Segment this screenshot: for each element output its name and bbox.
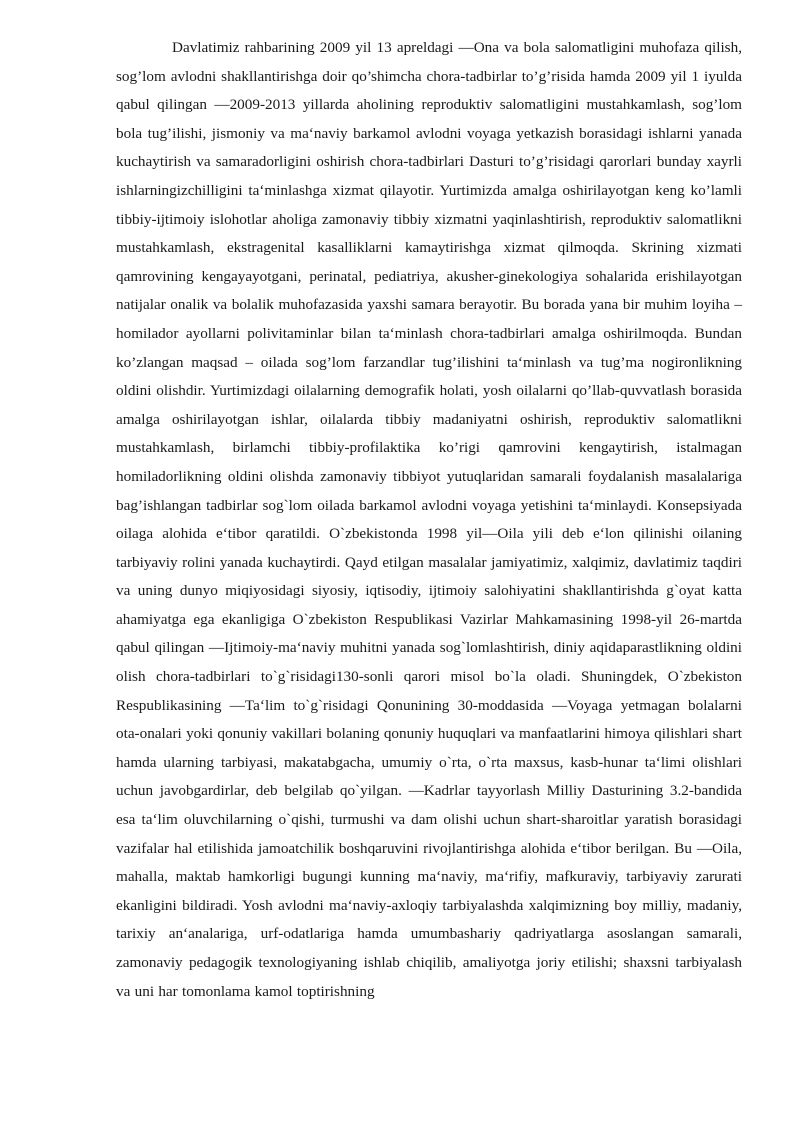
body-paragraph: Davlatimiz rahbarining 2009 yil 13 apreldagi ―Ona va bola salomatligini muhofaza qilish, sog’lom avlodni shakllantirishga doir qo’shimcha chora-tadbirlar to’g’risida hamda 2009 yil 1 iyulda qabul qilingan ―2009-2013 yillarda aholining reproduktiv salomatligini mustahkamlash, sog’lom bola tug’ilishi, jismoniy va ma‘naviy barkamol avlodni voyaga yetkazish borasidagi ishlarni yanada kuchaytirish va samaradorligini oshirish chora-tadbirlari Dasturi to’g’risidagi qarorlari bunday xayrli ishlarningizchilligini ta‘minlashga xizmat qilayotir. Yurtimizda amalga oshirilayotgan keng ko’lamli tibbiy-ijtimoiy islohotlar aholiga zamonaviy tibbiy xizmatni yaqinlashtirish, reproduktiv salomatlikni mustahkamlash, ekstragenital kasalliklarni kamaytirishga xizmat qilmoqda. Skrining xizmati qamrovining kengayayotgani, perinatal, pediatriya, akusher-ginekologiya sohalarida erishilayotgan natijalar onalik va bolalik muhofazasida yaxshi samara berayotir. Bu borada yana bir muhim loyiha – homilador ayollarni polivitaminlar bilan ta‘minlash chora-tadbirlari amalga oshirilmoqda. Bundan ko’zlangan maqsad – oilada sog’lom farzandlar tug’ilishini ta‘minlash va tug’ma nogironlikning oldini olishdir. Yurtimizdagi oilalarning demografik holati, yosh oilalarni qo’llab-quvvatlash borasida amalga oshirilayotgan ishlar, oilalarda tibbiy madaniyatni oshirish, reproduktiv salomatlikni mustahkamlash, birlamchi tibbiy-profilaktika ko’rigi qamrovini kengaytirish, istalmagan homiladorlikning oldini olishda zamonaviy tibbiyot yutuqlaridan samarali foydalanish masalalariga bag’ishlangan tadbirlar sog`lom oilada barkamol avlodni voyaga yetishini ta‘minlaydi. Konsepsiyada oilaga alohida e‘tibor qaratildi. O`zbekistonda 1998 yil―Oila yili deb e‘lon qilinishi oilaning tarbiyaviy rolini yanada kuchaytirdi. Qayd etilgan masalalar jamiyatimiz, xalqimiz, davlatimiz taqdiri va uning dunyo miqiyosidagi siyosiy, iqtisodiy, ijtimoiy salohiyatini shakllantirishda g`oyat katta ahamiyatga ega ekanligiga O`zbekiston Respublikasi Vazirlar Mahkamasining 1998-yil 26-martda qabul qilingan ―Ijtimoiy-ma‘naviy muhitni yanada sog`lomlashtirish, diniy aqidaparastlikning oldini olish chora-tadbirlari to`g`risidagi130-sonli qarori misol bo`la oladi. Shuningdek, O`zbekiston Respublikasining ―Ta‘lim to`g`risidagi Qonunining 30-moddasida ―Voyaga yetmagan bolalarni ota-onalari yoki qonuniy vakillari bolaning qonuniy huquqlari va manfaatlarini himoya qilishlari shart hamda ularning tarbiyasi, makatabgacha, umumiy o`rta, o`rta maxsus, kasb-hunar ta‘limi olishlari uchun javobgardirlar, deb belgilab qo`yilgan. ―Kadrlar tayyorlash Milliy Dasturining 3.2-bandida esa ta‘lim oluvchilarning o`qishi, turmushi va dam olishi uchun shart-sharoitlar yaratish borasidagi vazifalar hal etilishida jamoatchilik boshqaruvini rivojlantirishga alohida e‘tibor berilgan. Bu ―Oila, mahalla, maktab hamkorligi bugungi kunning ma‘naviy, ma‘rifiy, mafkuraviy, tarbiyaviy zarurati ekanligini bildiradi. Yosh avlodni ma‘naviy-axloqiy tarbiyalashda xalqimizning boy milliy, madaniy, tarixiy an‘analariga, urf-odatlariga hamda umumbashariy qadriyatlarga asoslangan samarali, zamonaviy pedagogik texnologiyaning ishlab chiqilib, amaliyotga joriy etilishi; shaxsni tarbiyalash va uni har tomonlama kamol toptirishning: [116, 39, 742, 1000]
